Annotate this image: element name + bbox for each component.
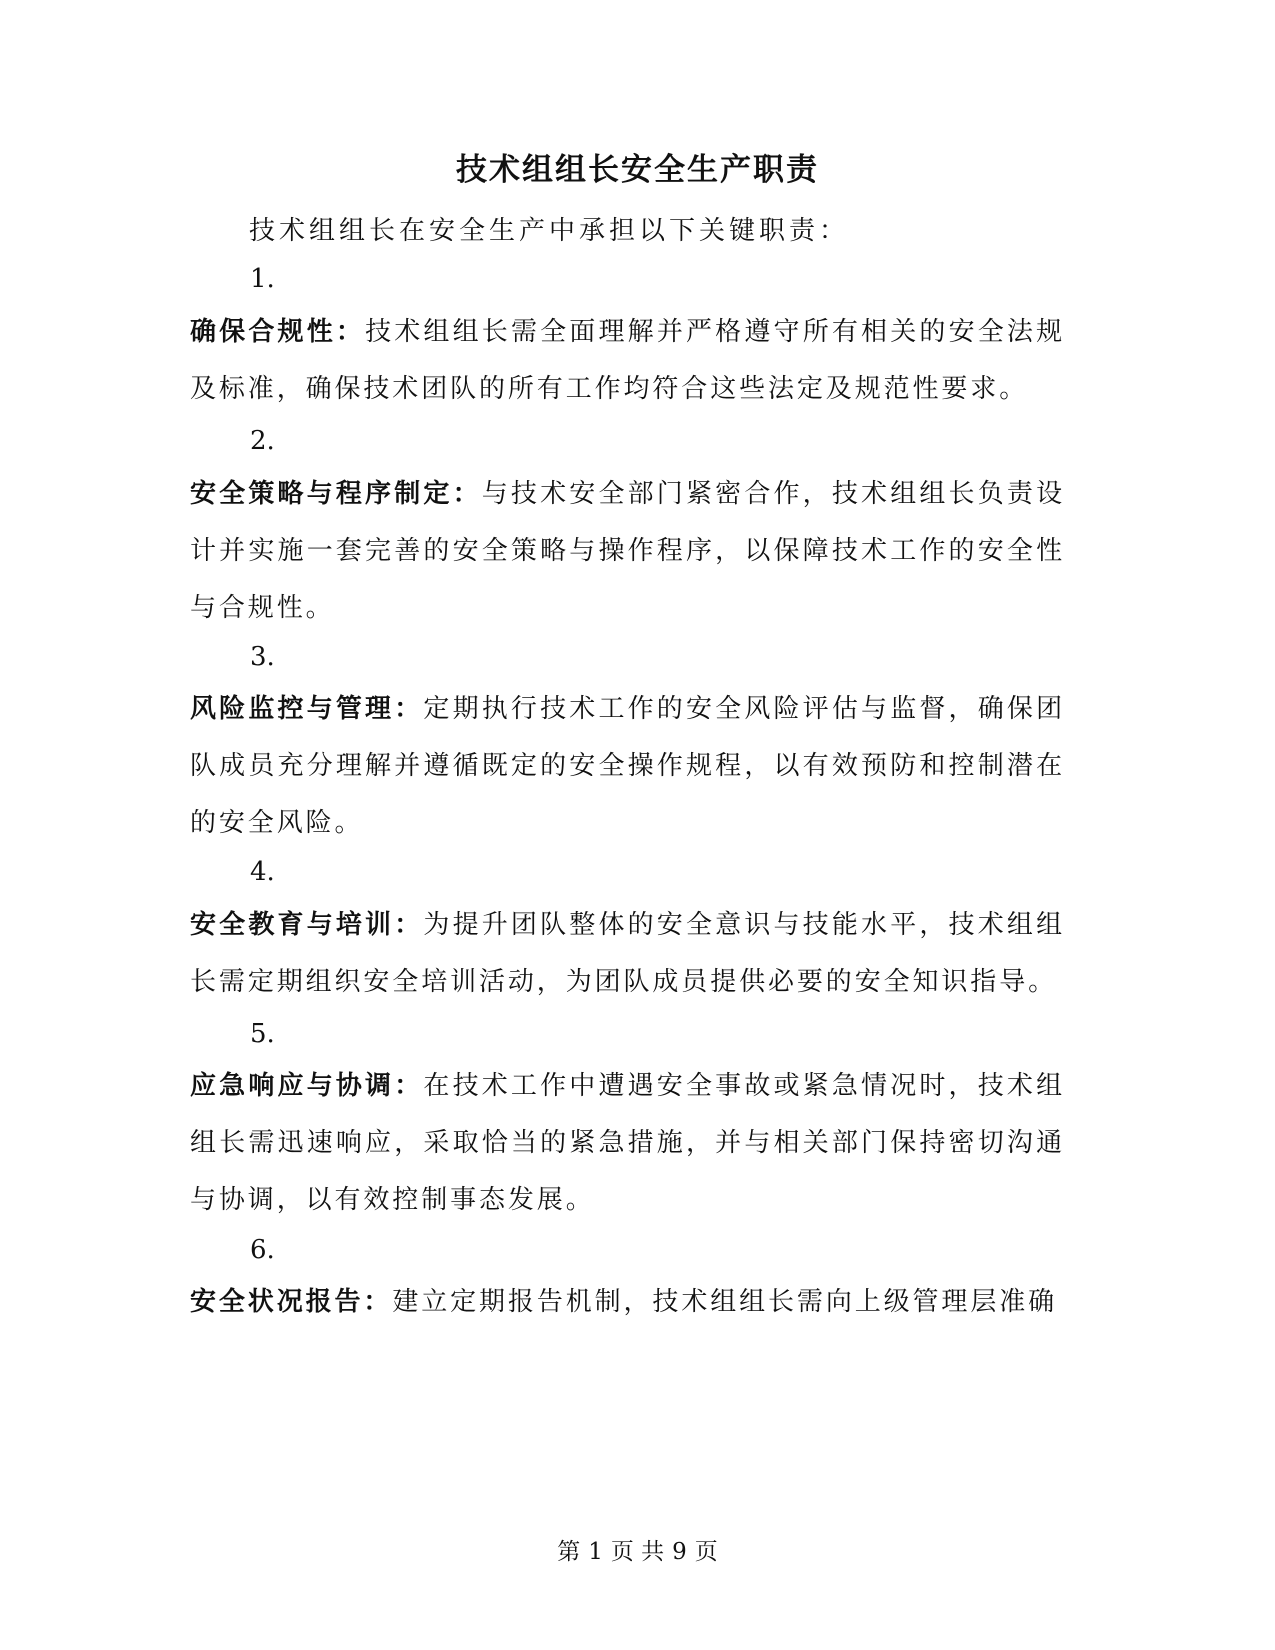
item-text: 定期执行技术工作的安全风险评估与监督，确保团队成员充分理解并遵循既定的安全操作规程，以有效预防和控制潜在的安全风险。 <box>190 694 1065 838</box>
footer-suffix: 页 <box>694 1539 718 1565</box>
intro-paragraph: 技术组组长在安全生产中承担以下关键职责： <box>249 216 850 246</box>
item-text: 在技术工作中遭遇安全事故或紧急情况时，技术组组长需迅速响应，采取恰当的紧急措施，并与相关部门保持密切沟通与协调，以有效控制事态发展。 <box>190 1071 1065 1215</box>
item-number: 5. <box>250 1019 275 1049</box>
item-paragraph <box>190 681 1065 852</box>
item-number: 6. <box>250 1235 275 1265</box>
item-paragraph <box>190 304 1065 418</box>
item-text: 建立定期报告机制，技术组组长需向上级管理层准确 <box>392 1287 1058 1317</box>
item-label: 应急响应与协调： <box>190 1071 424 1101</box>
footer-total-pages: 9 <box>672 1539 687 1565</box>
document-title: 技术组组长安全生产职责 <box>456 152 819 188</box>
item-paragraph <box>190 1058 1065 1229</box>
item-label: 风险监控与管理： <box>190 694 424 724</box>
item-text: 与技术安全部门紧密合作，技术组组长负责设计并实施一套完善的安全策略与操作程序，以保障技术工作的安全性与合规性。 <box>190 479 1065 623</box>
item-label: 确保合规性： <box>190 317 366 347</box>
item-label: 安全状况报告： <box>190 1287 393 1317</box>
item-label: 安全策略与程序制定： <box>190 479 482 509</box>
item-paragraph <box>190 466 1065 637</box>
page-footer <box>0 1537 1275 1567</box>
item-number: 2. <box>250 426 275 456</box>
item-number: 1. <box>250 264 275 294</box>
item-number: 4. <box>250 857 275 887</box>
footer-middle: 页 共 <box>610 1539 665 1565</box>
item-text: 技术组组长需全面理解并严格遵守所有相关的安全法规及标准，确保技术团队的所有工作均符合这些法定及规范性要求。 <box>190 317 1065 404</box>
item-paragraph <box>190 897 1065 1011</box>
item-paragraph <box>190 1274 1065 1331</box>
footer-prefix: 第 <box>557 1539 581 1565</box>
item-text: 为提升团队整体的安全意识与技能水平，技术组组长需定期组织安全培训活动，为团队成员提供必要的安全知识指导。 <box>190 910 1065 997</box>
footer-current-page: 1 <box>588 1539 603 1565</box>
item-label: 安全教育与培训： <box>190 910 424 940</box>
item-number: 3. <box>250 642 275 672</box>
